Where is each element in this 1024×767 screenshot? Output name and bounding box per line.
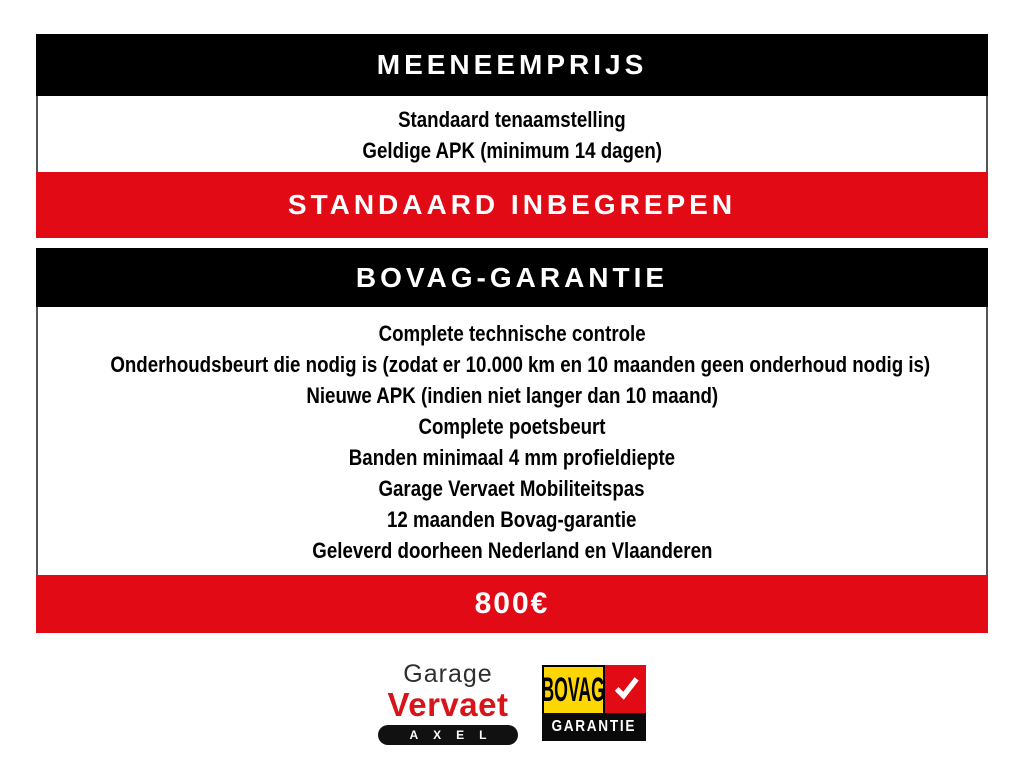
bovag-logo-red-box (605, 665, 646, 713)
warranty-item: Garage Vervaet Mobiliteitspas (378, 476, 646, 501)
bovag-logo-garantie-band (542, 713, 646, 741)
warranty-item: 12 maanden Bovag-garantie (387, 507, 637, 532)
warranty-item: Complete poetsbeurt (418, 414, 606, 439)
warranty-item: Complete technische controle (378, 321, 646, 346)
price-label: 800€ (474, 587, 550, 620)
meeneemprijs-section (36, 0, 988, 238)
check-icon (611, 672, 641, 707)
meeneemprijs-body (36, 96, 988, 172)
meeneemprijs-title: MEENEEMPRIJS (376, 49, 648, 80)
bovag-garantie-title: BOVAG-GARANTIE (355, 261, 669, 293)
price-banner (36, 575, 988, 633)
standaard-inbegrepen-label: STANDAARD INBEGREPEN (287, 189, 737, 220)
garage-logo-word: Garage (403, 660, 493, 688)
bovag-garantie-body (36, 307, 988, 575)
axel-badge: AXEL (378, 725, 518, 745)
included-item: Standaard tenaamstelling (398, 107, 626, 132)
garage-vervaet-logo (378, 661, 518, 745)
footer-logos (0, 661, 1024, 745)
included-item: Geldige APK (minimum 14 dagen) (362, 138, 662, 163)
vervaet-logo-word: Vervaet (387, 686, 509, 723)
warranty-item: Nieuwe APK (indien niet langer dan 10 maand) (306, 383, 718, 408)
standaard-inbegrepen-banner (36, 172, 988, 238)
warranty-item: Onderhoudsbeurt die nodig is (zodat er 10.000 km en 10 maanden geen onderhoud nodig is) (110, 352, 931, 377)
bovag-garantie-header-bar (36, 248, 988, 307)
bovag-garantie-logo (542, 665, 646, 741)
warranty-item: Geleverd doorheen Nederland en Vlaanderen (311, 538, 713, 563)
meeneemprijs-header-bar (36, 34, 988, 96)
bovag-garantie-section (36, 248, 988, 633)
bovag-logo-sub: GARANTIE (551, 718, 637, 735)
warranty-item: Banden minimaal 4 mm profieldiepte (348, 445, 676, 470)
bovag-logo-name: BOVAG (541, 670, 606, 709)
bovag-logo-top (542, 665, 646, 713)
bovag-logo-yellow-box (542, 665, 605, 713)
